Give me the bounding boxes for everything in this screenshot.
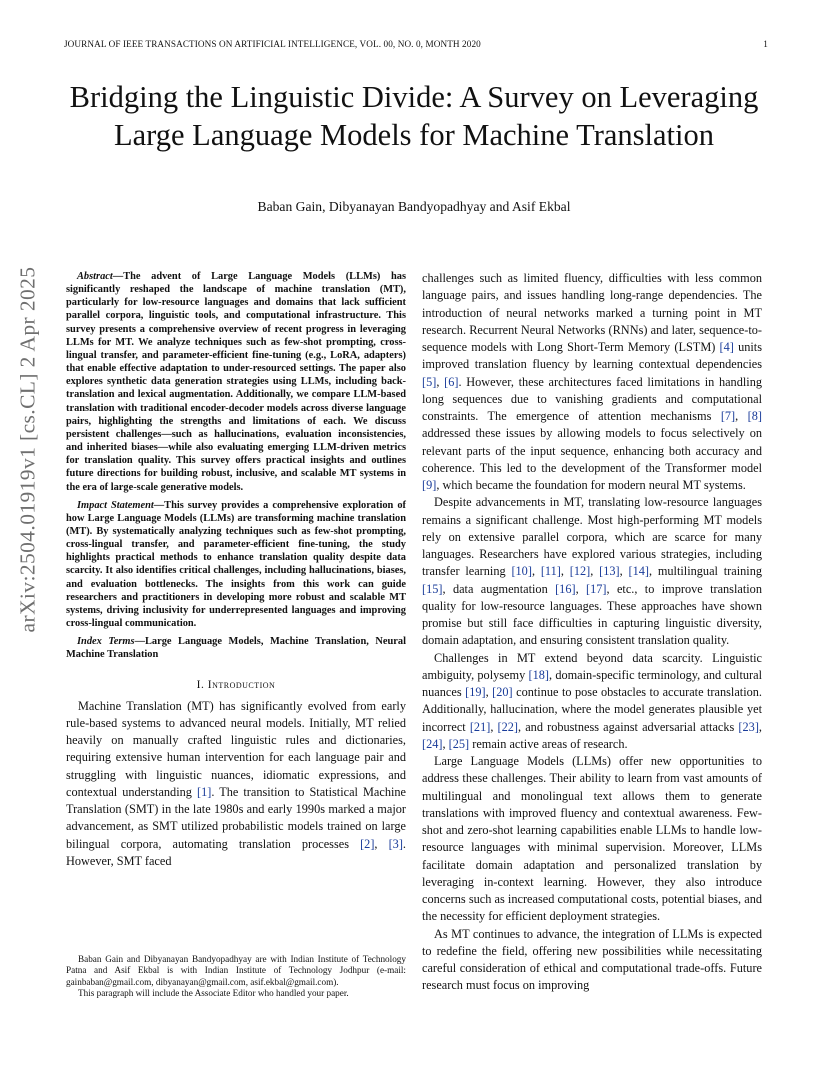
index-terms-label: Index Terms — [77, 636, 135, 648]
text-run: , — [374, 836, 389, 851]
intro-paragraph-3 — [422, 494, 762, 649]
text-run: , — [442, 736, 449, 751]
intro-paragraph-5 — [422, 753, 762, 926]
citation-link[interactable]: [22] — [497, 719, 519, 734]
text-run: , — [436, 374, 445, 389]
text-run: , which became the foundation for modern neural MT systems. — [436, 478, 746, 492]
text-run: , — [735, 409, 748, 423]
citation-link[interactable]: [13] — [599, 564, 620, 579]
text-run: , domain-specific terminology, and cultural nuances — [422, 667, 762, 699]
impact-text: —This survey provides a comprehensive exploration of how Large Language Models (LLMs) are transforming machine translation (MT). By systematically analyzing techniques such as few-shot prompting, cross-lingual transfer, and parameter-efficient fine-tuning, the study highlights practical methods to enhance translation quality despite data scarcity. It also identifies critical challenges, including hallucinations, biases, and evaluation bottlenecks. The insights from this work can guide researchers and practitioners in developing more robust and scalable MT systems, driving inclusivity for underrepresented languages and improving cross-lingual communication. — [66, 499, 406, 630]
text-run: As MT continues to advance, the integration of LLMs is expected to redefine the field, offering new possibilities while necessitating careful consideration of ethical and computational trade-offs. Future research must focus on improving — [422, 926, 762, 993]
text-run: , — [575, 581, 587, 596]
author-list: Baban Gain, Dibyanayan Bandyopadhyay and Asif Ekbal — [257, 199, 571, 214]
citation-link[interactable]: [19] — [465, 685, 486, 699]
text-run: . However, SMT faced — [66, 836, 406, 868]
citation-link[interactable]: [1] — [196, 784, 212, 799]
citation-link[interactable]: [4] — [719, 340, 734, 354]
text-run: , — [485, 685, 493, 699]
text-run: , — [531, 564, 541, 579]
footnotes — [66, 954, 406, 1000]
citation-link[interactable]: [3] — [388, 836, 403, 851]
impact-label: Impact Statement — [77, 499, 154, 511]
text-run: , — [590, 564, 600, 579]
text-run: , and robustness against adversarial attacks — [518, 719, 739, 734]
citation-link[interactable]: [7] — [720, 409, 736, 423]
text-run: , — [758, 719, 762, 734]
citation-link[interactable]: [18] — [528, 667, 549, 682]
text-run: , — [560, 564, 570, 579]
citation-link[interactable]: [2] — [360, 836, 375, 851]
text-run: , data augmentation — [442, 581, 556, 596]
text-run: Large Language Models (LLMs) offer new opportunities to address these challenges. Their ability to learn from vast amounts of multilingual and monolingual text allows them to generate translations with improved fluency and contextual awareness. Few-shot and zero-shot learning capabilities enable LLMs to handle low-resource languages with minimal supervision. Moreover, LLMs facilitate domain adaptation and personalized translation by leveraging in-context learning. However, they also introduce concerns such as increased computational costs, potential biases, and the necessity for efficient deployment strategies. — [422, 754, 762, 924]
text-run: challenges such as limited fluency, difficulties with less common language pairs, and issues handling long-range dependencies. The introduction of neural networks marked a turning point in MT research. Recurrent Neural Networks (RNNs) and later, sequence-to-sequence models with Long Short-Term Memory (LSTM) — [422, 271, 762, 354]
citation-link[interactable]: [23] — [738, 719, 759, 734]
journal-name: JOURNAL OF IEEE TRANSACTIONS ON ARTIFICIAL INTELLIGENCE, VOL. 00, NO. 0, MONTH 2020 — [64, 39, 481, 49]
abstract-label: Abstract — [77, 271, 113, 282]
citation-link[interactable]: [25] — [448, 736, 470, 751]
intro-paragraph-2 — [422, 270, 762, 494]
text-run: , — [490, 719, 498, 734]
citation-link[interactable]: [16] — [555, 581, 576, 596]
citation-link[interactable]: [5] — [422, 374, 437, 389]
text-run: Machine Translation (MT) has significantly evolved from early rule-based systems to advanced neural models. Initially, MT relied heavily on manually crafted linguistic rules and dictionaries, requiring extensive human intervention for each language pair and struggling with linguistic nuances, idiomatic expressions, and contextual understanding — [66, 698, 406, 799]
intro-paragraph-4 — [422, 650, 762, 754]
text-run: addressed these issues by allowing models to focus selectively on relevant parts of the input sequence, enhancing both accuracy and coherence. This led to the development of the Transformer model — [422, 426, 762, 475]
footnote-editor: This paragraph will include the Associate Editor who handled your paper. — [78, 988, 349, 999]
citation-link[interactable]: [10] — [511, 564, 532, 579]
text-run: units improved translation fluency by learning contextual dependencies — [422, 340, 762, 372]
index-terms-text: —Large Language Models, Machine Translation, Neural Machine Translation — [66, 636, 406, 661]
citation-link[interactable]: [11] — [540, 564, 561, 579]
citation-link[interactable]: [12] — [569, 564, 591, 579]
intro-paragraph-1 — [66, 698, 406, 871]
left-column — [66, 270, 406, 870]
abstract-text: —The advent of Large Language Models (LLMs) has significantly reshaped the landscape of machine translation (MT), particularly for low-resource languages and domains that lack sufficient parallel corpora, linguistic tools, and computational infrastructure. This survey presents a comprehensive overview of recent progress in leveraging LLMs for MT. We analyze techniques such as few-shot prompting, cross-lingual transfer, and parameter-efficient fine-tuning (e.g., LoRA, adapters) that enable effective adaptation to under-resourced settings. The paper also explores synthetic data generation strategies using LLMs, including back-translation and lexical augmentation. Additionally, we compare LLM-based translation with traditional encoder-decoder models across diverse language pairs, highlighting the strengths and limitations of each. We discuss persistent challenges—such as hallucinations, evaluation inconsistencies, and inherited biases—while also evaluating emerging LLM-driven metrics for translation quality. This survey offers practical insights and outlines future directions for building robust, inclusive, and scalable MT systems in the era of large-scale generative models. — [66, 271, 406, 493]
text-run: . However, these architectures faced limitations in handling long sequences due to vanishing gradients and computational constraints. The emergence of attention mechanisms — [422, 374, 762, 423]
text-run: remain active areas of research. — [469, 736, 628, 751]
text-run: , — [619, 564, 629, 579]
page-number: 1 — [763, 39, 768, 49]
citation-link[interactable]: [9] — [422, 478, 437, 492]
running-header — [64, 39, 768, 49]
citation-link[interactable]: [24] — [422, 736, 443, 751]
citation-link[interactable]: [14] — [628, 564, 649, 579]
index-terms — [66, 635, 406, 661]
abstract — [66, 270, 406, 494]
citation-link[interactable]: [17] — [586, 581, 607, 596]
paper-title: Bridging the Linguistic Divide: A Survey on Leveraging Large Language Models for Machine Translation — [69, 80, 759, 152]
text-run: Challenges in MT extend beyond data scarcity. Linguistic ambiguity, polysemy — [422, 650, 762, 682]
impact-statement — [66, 499, 406, 631]
arxiv-margin-stamp: arXiv:2504.01919v1 [cs.CL] 2 Apr 2025 — [15, 266, 40, 633]
footnote-affiliations: Baban Gain and Dibyanayan Bandyopadhyay are with Indian Institute of Technology Patna and Asif Ekbal is with Indian Institute of Technology Jodhpur (e-mail: gainbaban@gmail.com, dibyanayan@gmail.com, asif.ekbal@gmail.com). — [66, 954, 406, 987]
text-run: , multilingual training — [648, 564, 762, 579]
citation-link[interactable]: [8] — [747, 409, 762, 423]
citation-link[interactable]: [20] — [492, 685, 513, 699]
citation-link[interactable]: [6] — [444, 374, 459, 389]
citation-link[interactable]: [15] — [422, 581, 443, 596]
text-run: Despite advancements in MT, translating low-resource languages remains a significant challenge. Most high-performing MT models rely on extensive parallel corpora, which are scarce for many languages. Researchers have explored various strategies, including transfer learning — [422, 495, 762, 579]
text-run: continue to pose obstacles to accurate translation. Additionally, hallucination, where the model generates plausible yet incorrect — [422, 685, 763, 734]
intro-paragraph-6 — [422, 926, 762, 995]
text-run: , etc., to improve translation quality for low-resource languages. These approaches have shown promise but still face difficulties in capturing linguistic diversity, domain adaptation, and ensuring consistent translation quality. — [422, 581, 762, 648]
text-run: . The transition to Statistical Machine Translation (SMT) in the late 1980s and early 1990s marked a major advancement, as SMT utilized probabilistic models trained on large bilingual corpora, automating translation processes — [66, 784, 406, 851]
section-heading-introduction: I. Introduction — [196, 678, 276, 691]
citation-link[interactable]: [21] — [469, 719, 491, 734]
right-column — [422, 270, 762, 995]
